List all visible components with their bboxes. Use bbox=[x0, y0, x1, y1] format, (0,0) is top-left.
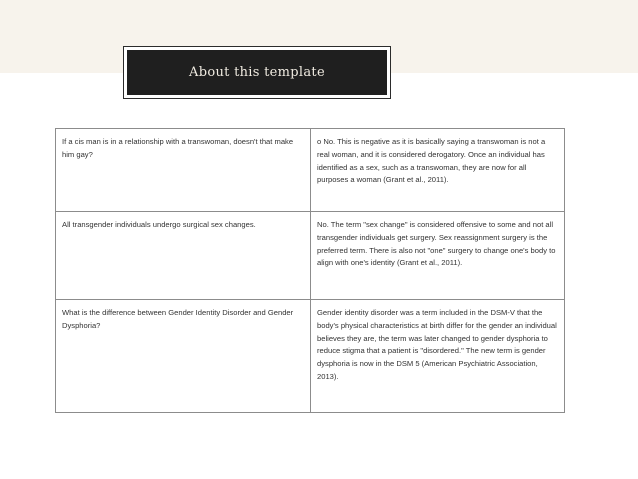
table-row bbox=[56, 300, 565, 413]
table-row bbox=[56, 129, 565, 212]
answer-cell: No. The term "sex change" is considered offensive to some and not all transgender individuals get surgery. Sex reassignment surgery is the preferred term. There is also not "one" surgery to change one's body to align with one's identity (Grant et al., 2011). bbox=[311, 212, 565, 300]
question-cell: If a cis man is in a relationship with a transwoman, doesn't that make him gay? bbox=[56, 129, 311, 212]
answer-cell: o No. This is negative as it is basically saying a transwoman is not a real woman, and it is considered derogatory. Once an individual has identified as a sex, such as a transwoman, they are now for all purposes a woman (Grant et al., 2011). bbox=[311, 129, 565, 212]
question-cell: All transgender individuals undergo surgical sex changes. bbox=[56, 212, 311, 300]
answer-cell: Gender identity disorder was a term included in the DSM-V that the body's physical characteristics at birth differ for the gender an individual believes they are, the term was later changed to gender dysphoria to reduce stigma that a patient is "disordered." The new term is gender dysphoria is now in the DSM 5 (American Psychiatric Association, 2013). bbox=[311, 300, 565, 413]
title-frame bbox=[123, 46, 391, 99]
table-row bbox=[56, 212, 565, 300]
question-cell: What is the difference between Gender Identity Disorder and Gender Dysphoria? bbox=[56, 300, 311, 413]
slide-title: About this template bbox=[189, 65, 325, 80]
faq-table bbox=[55, 128, 565, 413]
title-box bbox=[127, 50, 387, 95]
